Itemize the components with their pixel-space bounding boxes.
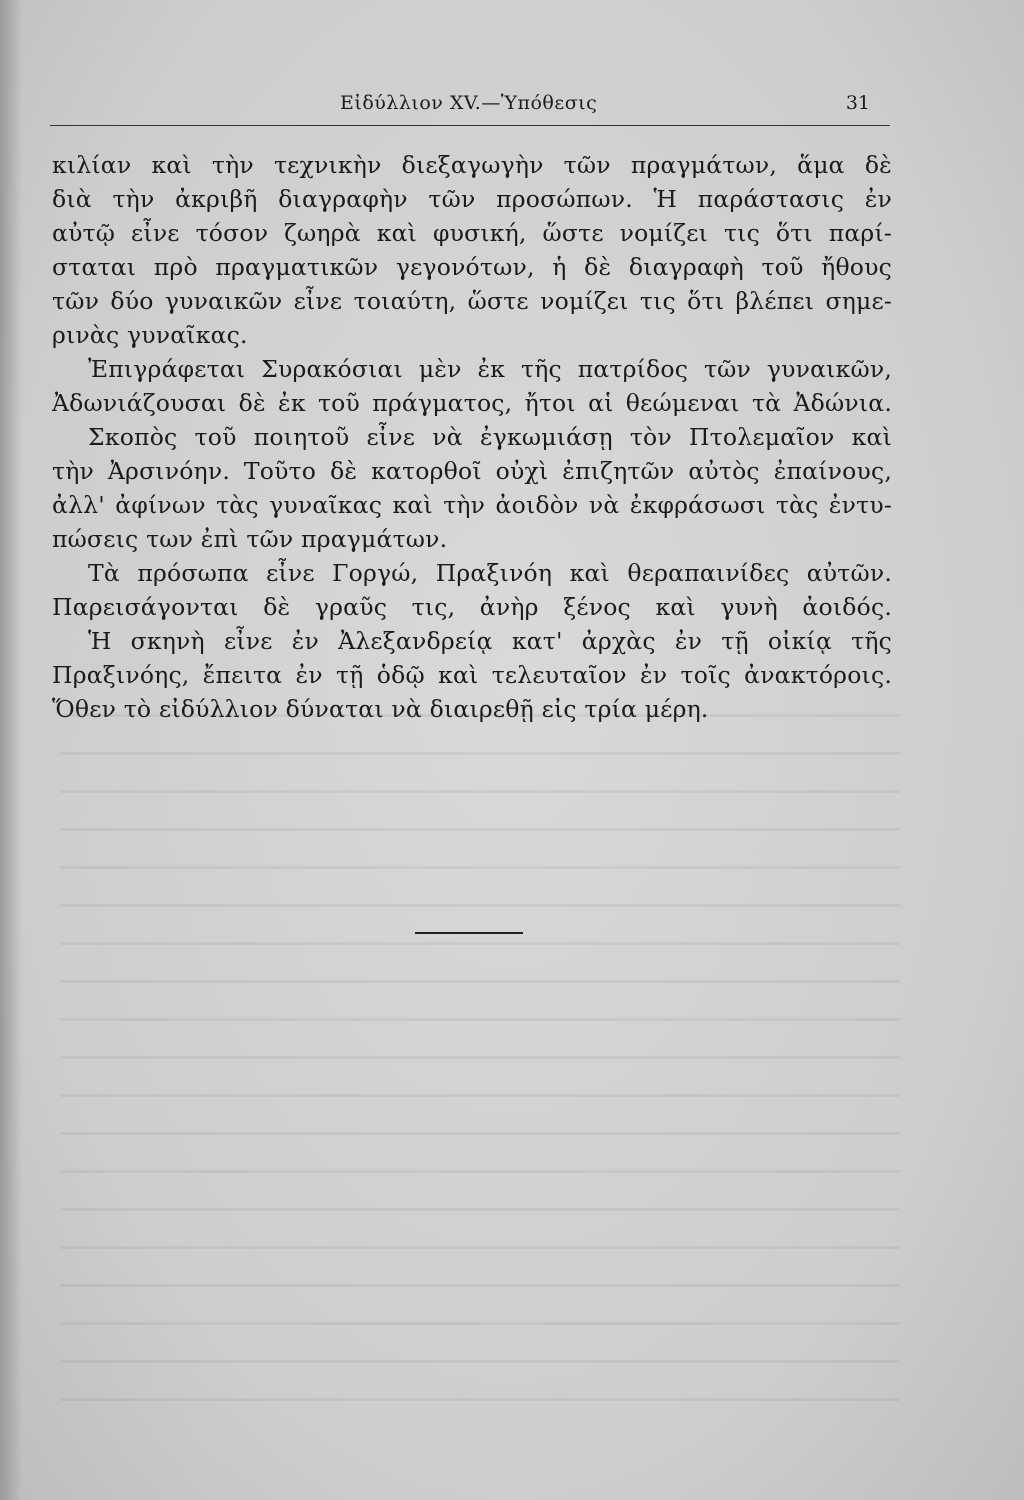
text-line: κιλίαν καὶ τὴν τεχνικὴν διεξαγωγὴν τῶν πραγμάτων, ἅμα δὲ	[52, 151, 892, 179]
text-line: αὐτῷ εἶνε τόσον ζωηρὰ καὶ φυσική, ὥστε νομίζει τις ὅτι παρί-	[52, 219, 892, 247]
text-line: τῶν δύο γυναικῶν εἶνε τοιαύτη, ὥστε νομίζει τις ὅτι βλέπει σημε-	[52, 287, 892, 315]
text-line: ἀλλ' ἀφίνων τὰς γυναῖκας καὶ τὴν ἀοιδὸν νὰ ἐκφράσωσι τὰς ἐντυ-	[52, 491, 892, 519]
text-line: Πραξινόης, ἔπειτα ἐν τῇ ὁδῷ καὶ τελευταῖον ἐν τοῖς ἀνακτόροις.	[52, 661, 892, 689]
text-line: διὰ τὴν ἀκριβῆ διαγραφὴν τῶν προσώπων. Ἡ παράστασις ἐν	[52, 185, 892, 213]
text-line: Παρεισάγονται δὲ γραῦς τις, ἀνὴρ ξένος καὶ γυνὴ ἀοιδός.	[52, 593, 892, 621]
bleed-through-texture	[60, 690, 900, 1410]
text-line: Ὅθεν τὸ εἰδύλλιον δύναται νὰ διαιρεθῇ εἰς τρία μέρη.	[52, 695, 709, 723]
text-line: πώσεις των ἐπὶ τῶν πραγμάτων.	[52, 525, 448, 553]
body-text	[52, 148, 892, 726]
page-number: 31	[845, 92, 870, 114]
text-line: Ἡ σκηνὴ εἶνε ἐν Ἀλεξανδρείᾳ κατ' ἀρχὰς ἐν τῇ οἰκίᾳ τῆς	[88, 627, 892, 655]
page-header	[50, 92, 890, 128]
text-line: Σκοπὸς τοῦ ποιητοῦ εἶνε νὰ ἐγκωμιάσῃ τὸν Πτολεμαῖον καὶ	[88, 423, 892, 451]
text-line: σταται πρὸ πραγματικῶν γεγονότων, ἡ δὲ διαγραφὴ τοῦ ἤθους	[52, 253, 892, 281]
text-line: τὴν Ἀρσινόην. Τοῦτο δὲ κατορθοῖ οὐχὶ ἐπιζητῶν αὐτὸς ἐπαίνους,	[52, 457, 892, 485]
text-line: Ἐπιγράφεται Συρακόσιαι μὲν ἐκ τῆς πατρίδος τῶν γυναικῶν,	[88, 355, 892, 383]
text-line: Τὰ πρόσωπα εἶνε Γοργώ, Πραξινόη καὶ θεραπαινίδες αὐτῶν.	[88, 559, 892, 587]
page-gutter-shadow	[0, 0, 22, 1500]
text-line: ρινὰς γυναῖκας.	[52, 321, 248, 349]
header-rule	[50, 125, 890, 126]
running-title: Εἰδύλλιον XV.—Ὑπόθεσις	[340, 92, 598, 114]
text-line: Ἀδωνιάζουσαι δὲ ἐκ τοῦ πράγματος, ἤτοι αἱ θεώμεναι τὰ Ἀδώνια.	[52, 389, 892, 417]
